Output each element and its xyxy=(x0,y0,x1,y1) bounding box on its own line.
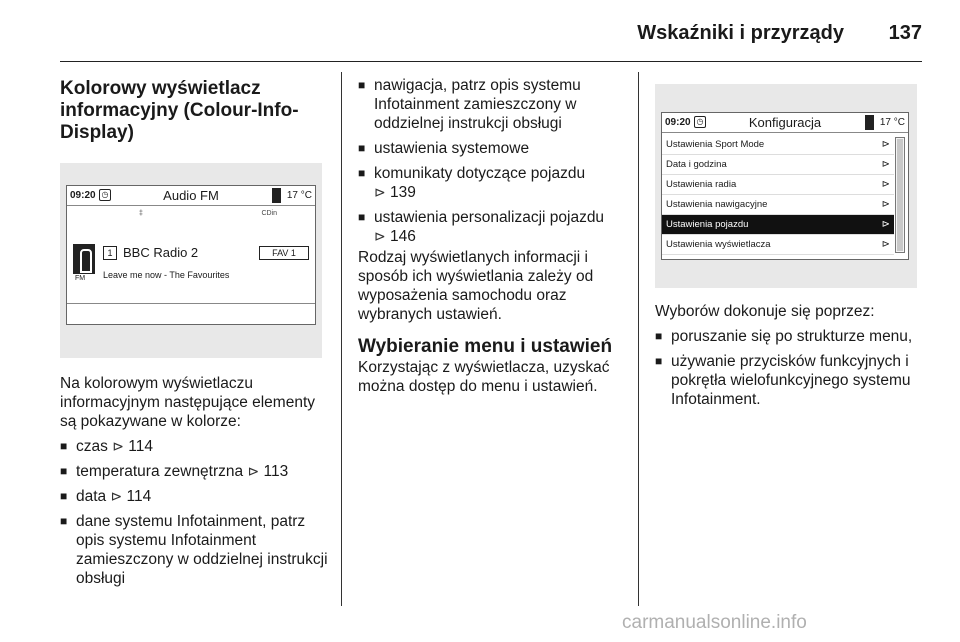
column-1-text xyxy=(60,374,332,588)
scroll-thumb[interactable] xyxy=(897,139,903,251)
list-item: ■ data ⊳ 114 xyxy=(60,487,332,506)
section-heading: Kolorowy wyświetlacz informacyjny (Colour-Info-Display) xyxy=(60,78,299,143)
intro-paragraph: Wyborów dokonuje się poprzez: xyxy=(655,303,875,320)
clock-icon: ◷ xyxy=(694,116,706,128)
column-1 xyxy=(60,78,332,144)
settings-menu xyxy=(662,135,894,255)
page-number: 137 xyxy=(888,22,922,44)
reference-arrow-icon: ⊳ xyxy=(112,438,124,454)
reference-arrow-icon: ⊳ xyxy=(374,228,386,244)
chevron-right-icon: ⊳ xyxy=(881,219,890,230)
display-screen xyxy=(661,112,909,260)
list-item: ■ komunikaty dotyczące pojazdu ⊳ 139 xyxy=(358,164,626,202)
status-bar xyxy=(67,186,315,206)
body-paragraph: Rodzaj wyświetlanych informacji i sposób ich wyświetlania zależy od wyposażenia samochodu oraz wybranych ustawień. xyxy=(358,249,594,323)
list-item: ■ poruszanie się po strukturze menu, xyxy=(655,327,925,346)
display-screen xyxy=(66,185,316,325)
column-divider xyxy=(638,72,639,606)
page-reference: 139 xyxy=(390,184,416,201)
page-reference: 114 xyxy=(126,488,152,505)
clock-icon: ◷ xyxy=(99,189,111,201)
menu-item[interactable]: Ustawienia Sport Mode ⊳ xyxy=(662,135,894,155)
list-item: ■ temperatura zewnętrzna ⊳ 113 xyxy=(60,462,332,481)
screen-title: Audio FM xyxy=(163,188,219,203)
list-item: ■ ustawienia systemowe xyxy=(358,139,626,158)
clock-time: 09:20 xyxy=(70,190,96,201)
column-3 xyxy=(655,302,925,409)
source-indicator: CDin xyxy=(261,210,277,217)
audio-screen-photo xyxy=(60,163,322,358)
reference-arrow-icon: ⊳ xyxy=(110,488,123,504)
bullet-list xyxy=(358,76,626,246)
chevron-right-icon: ⊳ xyxy=(881,199,890,210)
list-item: ■ używanie przycisków funkcyjnych i pokrętła wielofunkcyjnego systemu Infotainment. xyxy=(655,352,925,409)
thermometer-icon xyxy=(272,188,281,203)
reference-arrow-icon: ⊳ xyxy=(374,184,386,200)
page-header xyxy=(60,18,922,62)
thermometer-icon xyxy=(865,115,874,130)
status-bar xyxy=(662,113,908,133)
menu-scrollbar[interactable] xyxy=(895,137,905,253)
reference-arrow-icon: ⊳ xyxy=(247,463,260,479)
bullet-list xyxy=(60,437,332,588)
watermark: carmanualsonline.info xyxy=(622,612,807,633)
list-item: ■ dane systemu Infotainment, patrz opis systemu Infotainment zamieszczony w oddzielnej instrukcji obsługi xyxy=(60,512,332,588)
clock-time: 09:20 xyxy=(665,117,691,128)
sub-indicator: ‡ xyxy=(139,210,143,217)
section-title: Wskaźniki i przyrządy xyxy=(637,22,844,44)
menu-item[interactable]: Ustawienia wyświetlacza ⊳ xyxy=(662,235,894,255)
radio-text: Leave me now - The Favourites xyxy=(103,270,230,280)
chevron-right-icon: ⊳ xyxy=(881,139,890,150)
list-item: ■ nawigacja, patrz opis systemu Infotainment zamieszczony w oddzielnej instrukcji obsługi xyxy=(358,76,626,133)
outside-temperature: 17 °C xyxy=(879,117,905,128)
menu-item[interactable]: Ustawienia radia ⊳ xyxy=(662,175,894,195)
station-name: BBC Radio 2 xyxy=(123,245,199,260)
chevron-right-icon: ⊳ xyxy=(881,159,890,170)
intro-paragraph: Na kolorowym wyświetlaczu informacyjnym następujące elementy są pokazywane w kolorze: xyxy=(60,375,316,430)
column-2 xyxy=(358,76,626,396)
screen-divider xyxy=(67,303,315,304)
band-label: FM xyxy=(75,275,86,282)
bullet-list xyxy=(655,327,925,409)
screen-title: Konfiguracja xyxy=(748,115,822,130)
section-heading: Wybieranie menu i ustawień xyxy=(358,336,613,357)
menu-item-selected[interactable]: Ustawienia pojazdu ⊳ xyxy=(662,215,894,235)
column-divider xyxy=(341,72,342,606)
page-reference: 114 xyxy=(128,438,153,455)
body-paragraph: Korzystając z wyświetlacza, uzyskać można dostęp do menu i ustawień. xyxy=(358,359,610,395)
menu-item[interactable]: Ustawienia nawigacyjne ⊳ xyxy=(662,195,894,215)
chevron-right-icon: ⊳ xyxy=(881,179,890,190)
page-reference: 113 xyxy=(263,463,289,480)
outside-temperature: 17 °C xyxy=(286,190,312,201)
list-item: ■ ustawienia personalizacji pojazdu ⊳ 146 xyxy=(358,208,626,246)
radio-band-icon xyxy=(73,244,95,274)
menu-item[interactable]: Data i godzina ⊳ xyxy=(662,155,894,175)
config-screen-photo xyxy=(655,84,917,288)
list-item: ■ czas ⊳ 114 xyxy=(60,437,332,456)
page-reference: 146 xyxy=(390,228,416,245)
favourite-button: FAV 1 xyxy=(259,246,309,260)
chevron-right-icon: ⊳ xyxy=(881,239,890,250)
preset-number: 1 xyxy=(103,246,117,260)
